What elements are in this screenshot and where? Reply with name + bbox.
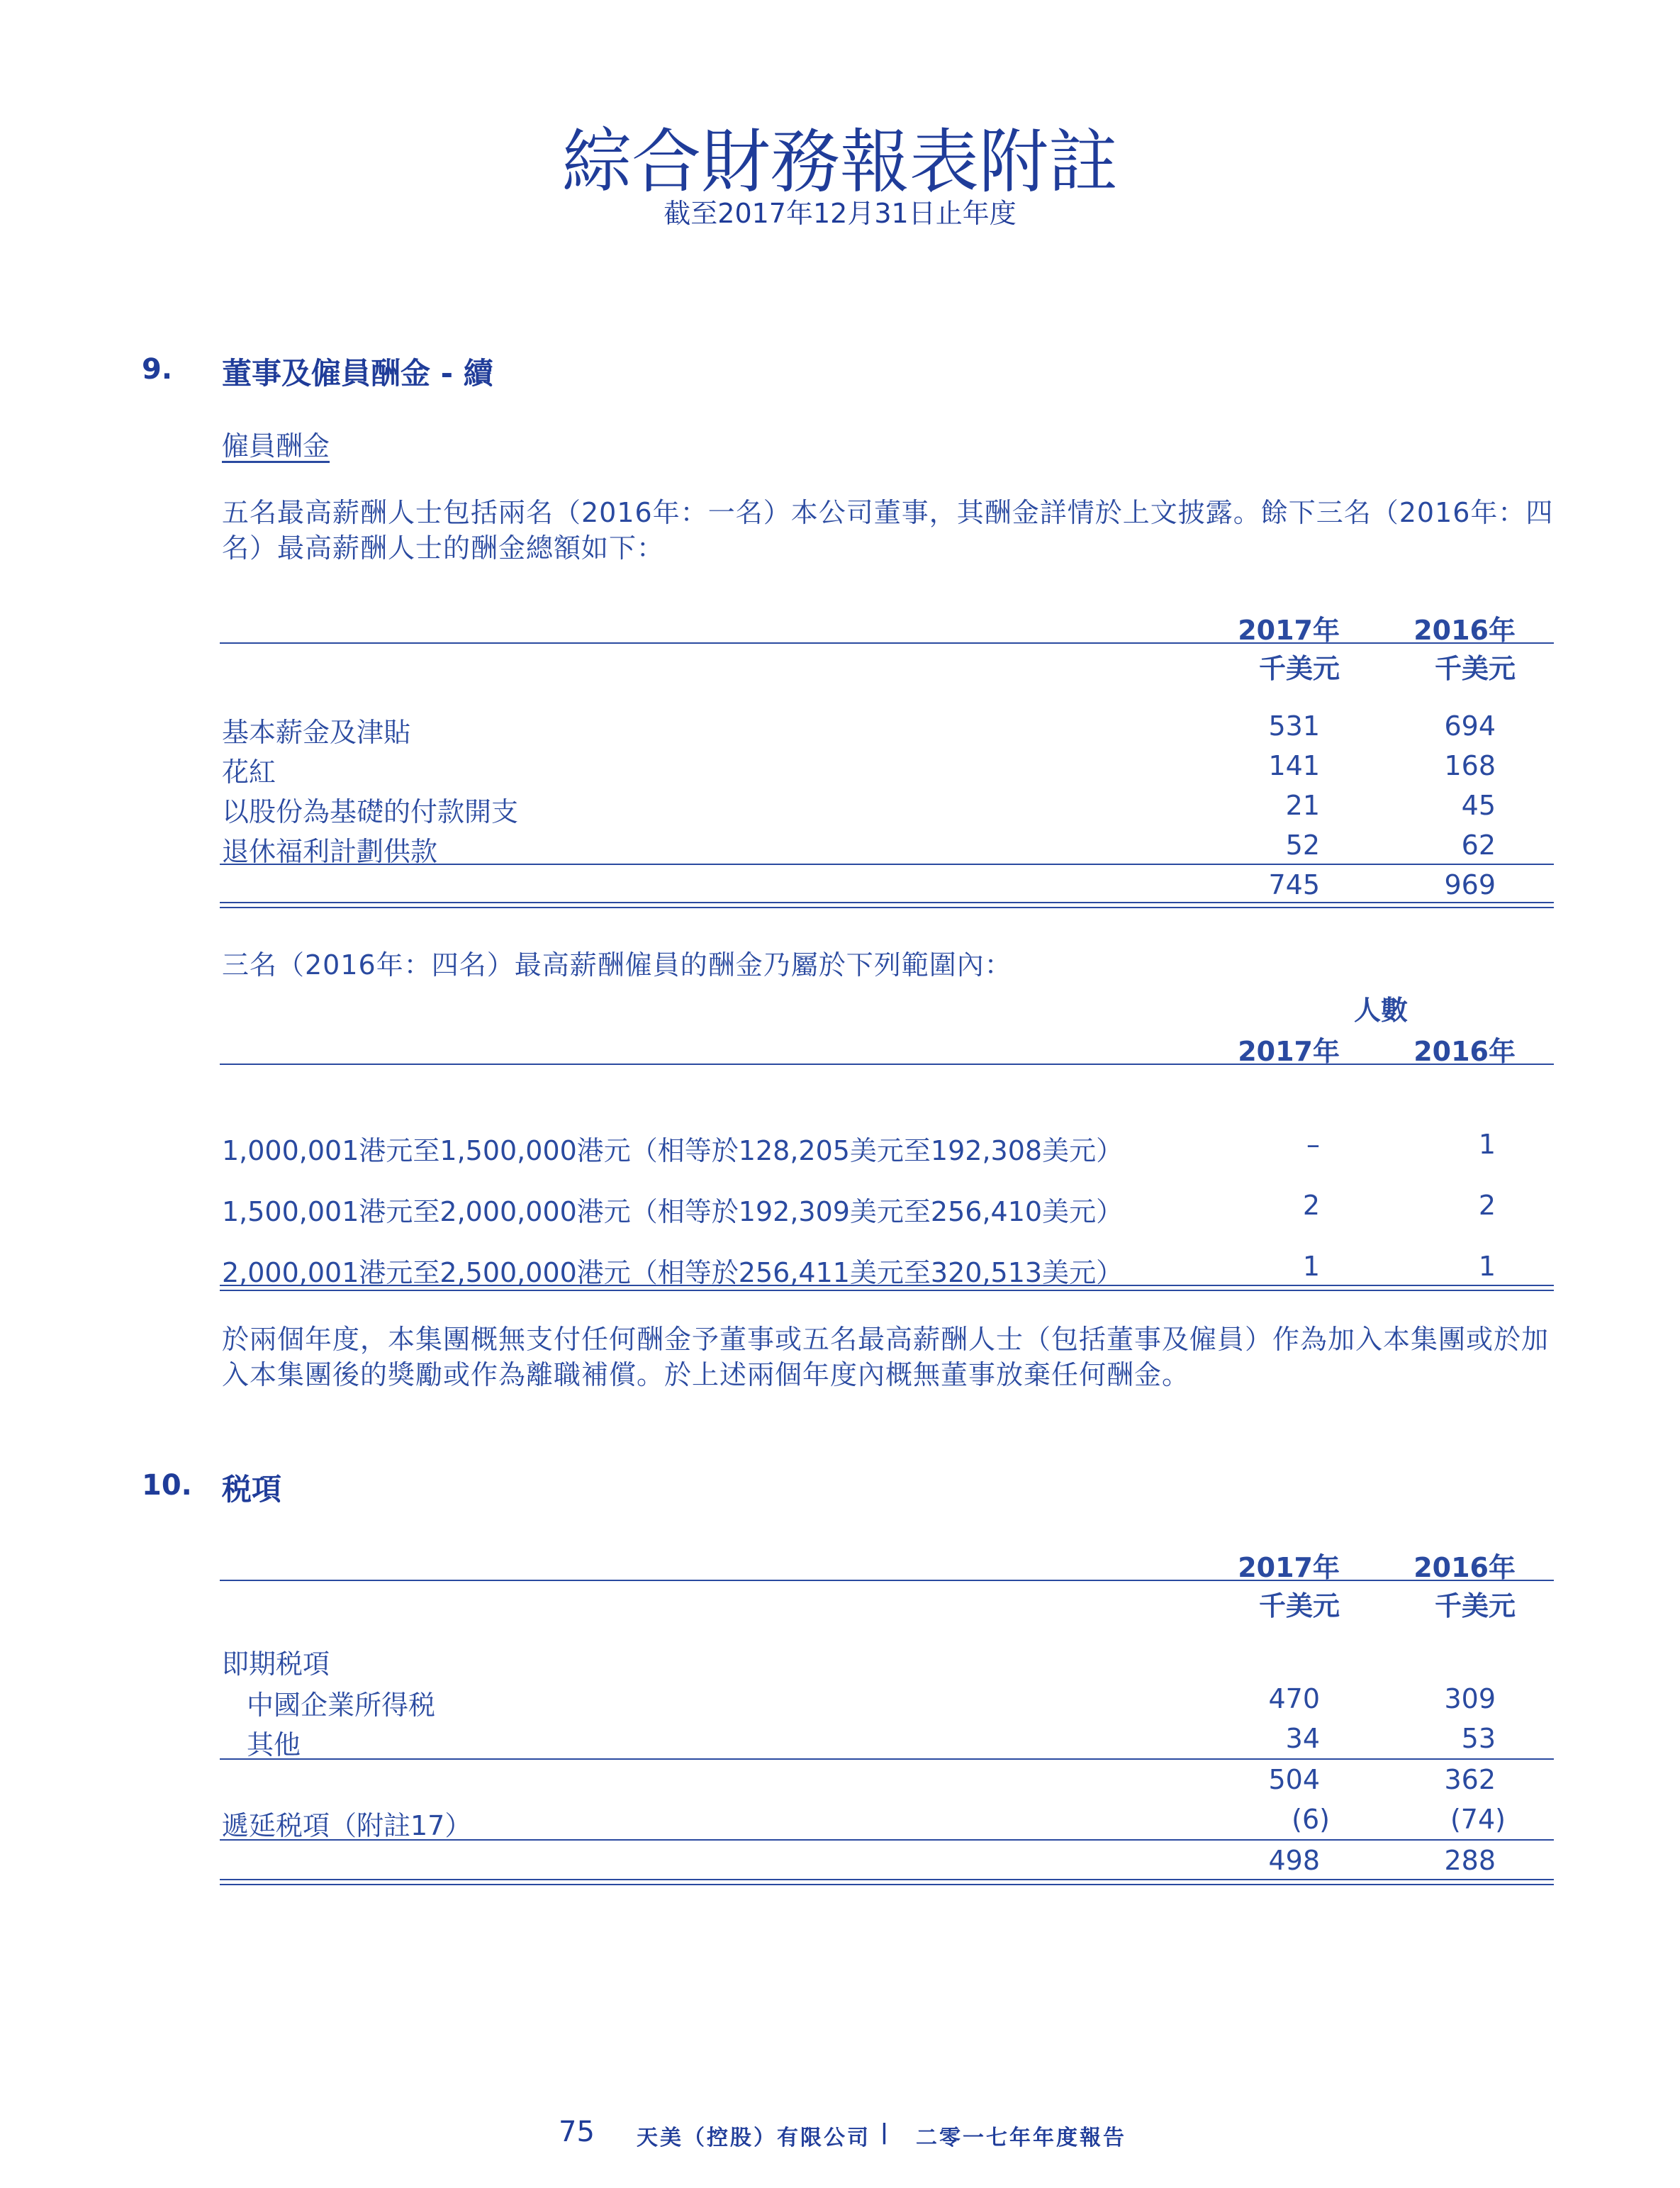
band-intro: 三名（2016年：四名）最高薪酬僱員的酬金乃屬於下列範圍內： xyxy=(222,949,1012,981)
section9-subheading: 僱員酬金 xyxy=(222,430,330,462)
t1-row-2017: 52 xyxy=(1285,830,1320,861)
t1-row-label: 花紅 xyxy=(222,757,276,788)
footer-report: 二零一七年年度報告 xyxy=(916,2126,1126,2150)
t2-header-rule xyxy=(220,1064,1554,1065)
t2-row-2016: 2 xyxy=(1478,1190,1496,1221)
section9-title: 董事及僱員酬金 - 續 xyxy=(222,356,493,391)
t1-total-2016: 969 xyxy=(1444,869,1496,900)
t1-unit-2016: 千美元 xyxy=(1434,653,1516,684)
page-subtitle: 截至2017年12月31日止年度 xyxy=(663,198,1017,229)
t3-total-rule xyxy=(220,1839,1554,1841)
t3-total-double-rule xyxy=(220,1879,1554,1885)
section9-intro: 五名最高薪酬人士包括兩名（2016年：一名）本公司董事，其酬金詳情於上文披露。餘下三名（2016年：四名）最高薪酬人士的酬金總額如下： xyxy=(222,497,1554,564)
t1-row-label: 退休福利計劃供款 xyxy=(222,836,438,867)
t1-row-2017: 141 xyxy=(1268,750,1320,781)
footer-company: 天美（控股）有限公司 xyxy=(637,2126,870,2150)
t1-unit-2017: 千美元 xyxy=(1258,653,1340,684)
t3-year-2016: 2016年 xyxy=(1413,1552,1516,1583)
t2-row-label: 1,000,001港元至1,500,000港元（相等於128,205美元至192,308美元） xyxy=(222,1135,1124,1166)
section10-title: 税項 xyxy=(222,1472,282,1507)
t1-total-2017: 745 xyxy=(1268,869,1320,900)
t2-row-2016: 1 xyxy=(1478,1251,1496,1282)
t3-subtotal-2017: 504 xyxy=(1268,1764,1320,1795)
t2-year-2016: 2016年 xyxy=(1413,1036,1516,1067)
t3-row-2017: 470 xyxy=(1268,1683,1320,1714)
t2-group-header: 人數 xyxy=(1354,995,1409,1026)
t2-row-2017: 1 xyxy=(1302,1251,1320,1282)
section9-closing: 於兩個年度，本集團概無支付任何酬金予董事或五名最高薪酬人士（包括董事及僱員）作為加入本集團或於加入本集團後的獎勵或作為離職補償。於上述兩個年度內概無董事放棄任何酬金。 xyxy=(222,1324,1550,1390)
t3-year-2017: 2017年 xyxy=(1238,1552,1340,1583)
section9-number: 9. xyxy=(142,353,173,386)
t3-subtotal-rule xyxy=(220,1758,1554,1760)
t1-year-2016: 2016年 xyxy=(1413,615,1516,646)
t1-year-2017: 2017年 xyxy=(1238,615,1340,646)
t2-row-2017: – xyxy=(1306,1129,1320,1160)
t1-header-rule xyxy=(220,642,1554,644)
t1-row-2016: 168 xyxy=(1444,750,1496,781)
deferred-tax-2016: (74) xyxy=(1450,1804,1506,1835)
t3-subtotal-2016: 362 xyxy=(1444,1764,1496,1795)
t3-unit-2017: 千美元 xyxy=(1258,1590,1340,1622)
t3-row-2017: 34 xyxy=(1285,1723,1320,1754)
t1-subtotal-rule xyxy=(220,864,1554,865)
t3-unit-2016: 千美元 xyxy=(1434,1590,1516,1622)
section10-number: 10. xyxy=(142,1469,192,1502)
footer-separator: | xyxy=(880,2120,890,2145)
current-tax-label: 即期税項 xyxy=(222,1648,330,1680)
t2-row-label: 2,000,001港元至2,500,000港元（相等於256,411美元至320,513美元） xyxy=(222,1257,1124,1288)
t1-row-2016: 694 xyxy=(1444,710,1496,742)
t2-total-double-rule xyxy=(220,1285,1554,1291)
t3-row-2016: 53 xyxy=(1461,1723,1496,1754)
t1-row-2016: 62 xyxy=(1461,830,1496,861)
t2-row-2016: 1 xyxy=(1478,1129,1496,1160)
t3-row-2016: 309 xyxy=(1444,1683,1496,1714)
t3-row-label: 中國企業所得税 xyxy=(247,1690,436,1721)
deferred-tax-label: 遞延税項（附註17） xyxy=(222,1810,472,1841)
page-number: 75 xyxy=(559,2116,595,2148)
page-title: 綜合財務報表附註 xyxy=(561,122,1118,203)
t2-year-2017: 2017年 xyxy=(1238,1036,1340,1067)
t1-row-label: 以股份為基礎的付款開支 xyxy=(222,796,519,827)
t3-header-rule xyxy=(220,1580,1554,1581)
t3-row-label: 其他 xyxy=(247,1729,301,1760)
t1-total-double-rule xyxy=(220,902,1554,908)
t3-total-2016: 288 xyxy=(1444,1845,1496,1876)
t2-row-label: 1,500,001港元至2,000,000港元（相等於192,309美元至256,410美元） xyxy=(222,1196,1124,1227)
deferred-tax-2017: (6) xyxy=(1292,1804,1330,1835)
t1-row-label: 基本薪金及津貼 xyxy=(222,717,411,748)
t1-row-2016: 45 xyxy=(1461,790,1496,821)
t2-row-2017: 2 xyxy=(1302,1190,1320,1221)
t3-total-2017: 498 xyxy=(1268,1845,1320,1876)
t1-row-2017: 21 xyxy=(1285,790,1320,821)
t1-row-2017: 531 xyxy=(1268,710,1320,742)
